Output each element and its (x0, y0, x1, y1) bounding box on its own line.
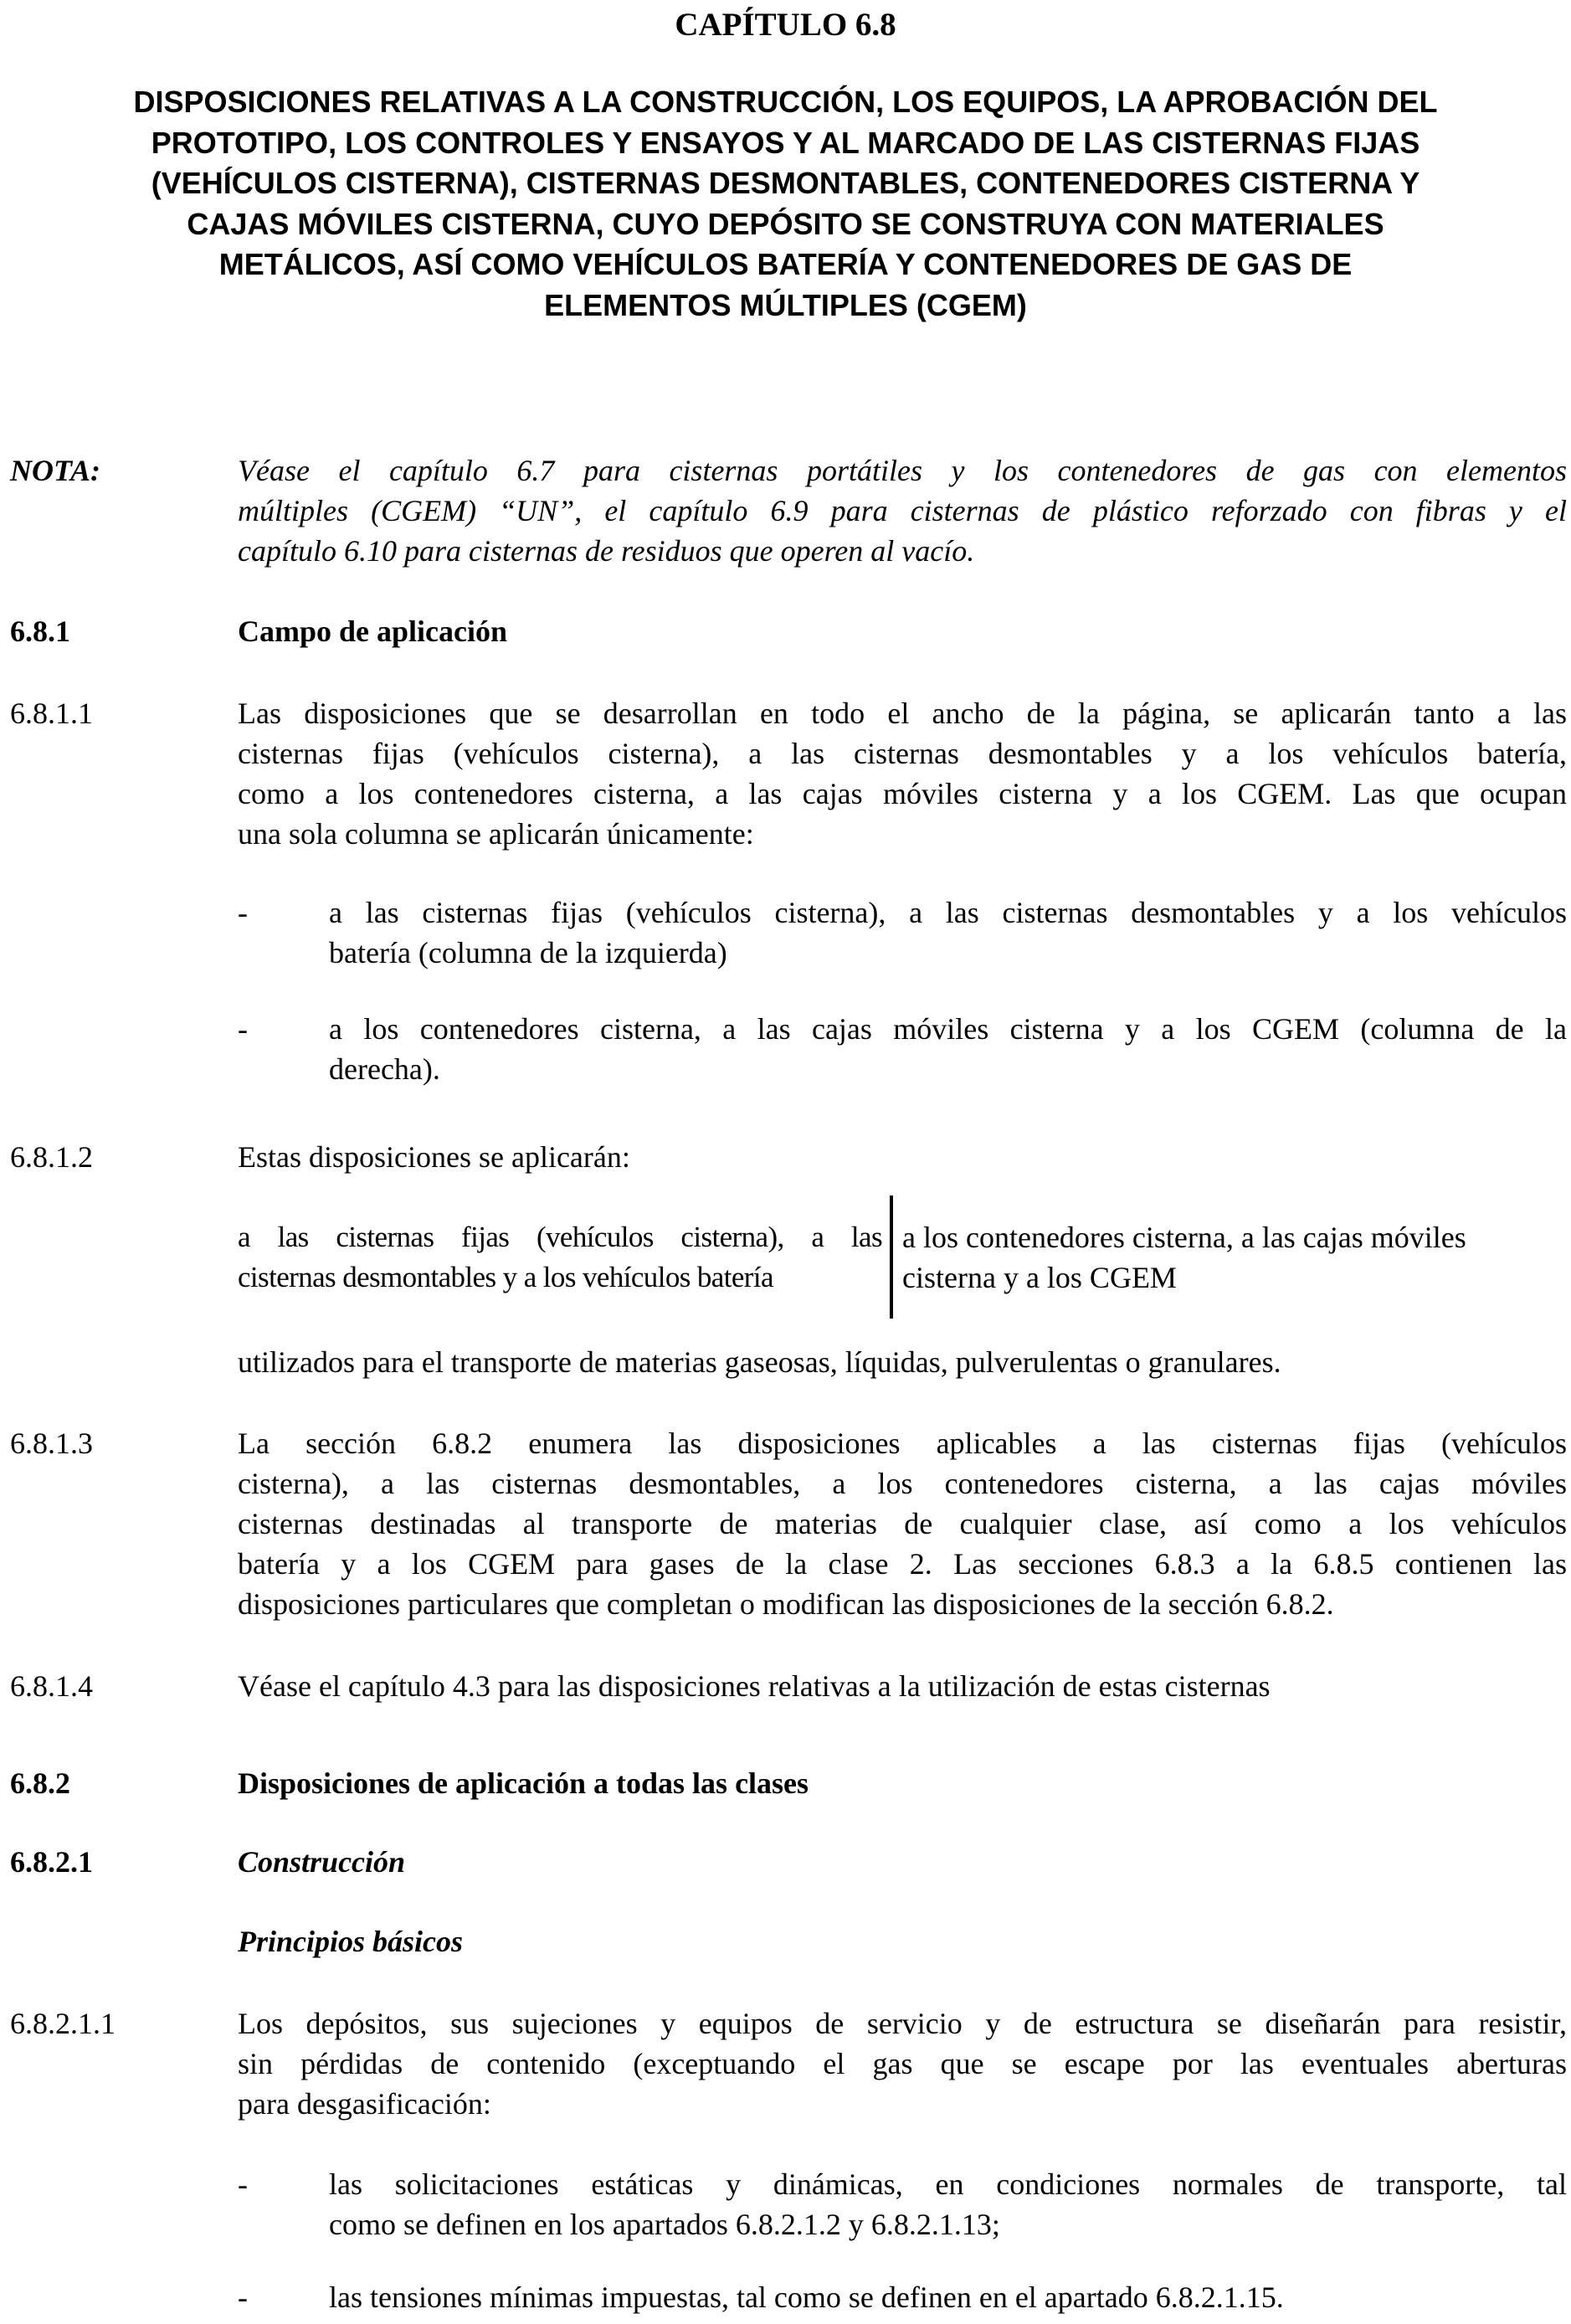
column-divider (890, 1195, 893, 1319)
subsection-number: 6.8.2.1 (10, 1845, 93, 1879)
chapter-title (0, 82, 1571, 326)
paragraph-line: cisternas destinadas al transporte de materias de cualquier clase, así como a los vehículos (238, 1507, 1567, 1540)
list-item (329, 2277, 1567, 2317)
left-column-line: cisternas desmontables y a los vehículos batería (238, 1261, 773, 1293)
list-dash: - (238, 1012, 248, 1046)
list-item-line: batería (columna de la izquierda) (329, 936, 727, 969)
note-line: capítulo 6.10 para cisternas de residuos que operen al vacío. (238, 534, 975, 568)
list-item-line: como se definen en los apartados 6.8.2.1.2 y 6.8.2.1.13; (329, 2208, 1000, 2241)
paragraph-text (238, 2003, 1567, 2124)
chapter-title-line: CAJAS MÓVILES CISTERNA, CUYO DEPÓSITO SE CONSTRUYA CON MATERIALES (187, 206, 1384, 241)
list-item-line: las solicitaciones estáticas y dinámicas, en condiciones normales de transporte, tal (329, 2167, 1567, 2201)
paragraph-line: Los depósitos, sus sujeciones y equipos de servicio y de estructura se diseñarán para resistir, (238, 2007, 1567, 2040)
chapter-title-line: PROTOTIPO, LOS CONTROLES Y ENSAYOS Y AL MARCADO DE LAS CISTERNAS FIJAS (151, 125, 1420, 160)
paragraph-intro: Estas disposiciones se aplicarán: (238, 1140, 630, 1174)
section-number: 6.8.2 (10, 1766, 70, 1800)
list-item-line: a las cisternas fijas (vehículos cisterna), a las cisternas desmontables y a los vehículos (329, 896, 1567, 929)
paragraph-line: sin pérdidas de contenido (exceptuando el gas que se escape por las eventuales aberturas (238, 2047, 1567, 2080)
list-item (329, 892, 1567, 973)
paragraph-line: batería y a los CGEM para gases de la clase 2. Las secciones 6.8.3 a la 6.8.5 contienen las (238, 1547, 1567, 1581)
paragraph-line: disposiciones particulares que completan o modifican las disposiciones de la sección 6.8.2. (238, 1587, 1334, 1621)
paragraph-text (238, 1423, 1567, 1624)
list-item (329, 1009, 1567, 1089)
paragraph-text (238, 693, 1567, 854)
right-column-scope (902, 1217, 1571, 1298)
paragraph-line: una sola columna se aplicarán únicamente: (238, 817, 754, 851)
paragraph-line: cisterna), a las cisternas desmontables, a los contenedores cisterna, a las cajas móviles (238, 1467, 1567, 1500)
note-label: NOTA: (10, 454, 100, 487)
paragraph-line: como a los contenedores cisterna, a las cajas móviles cisterna y a los CGEM. Las que ocupan (238, 777, 1567, 810)
chapter-title-line: DISPOSICIONES RELATIVAS A LA CONSTRUCCIÓN, LOS EQUIPOS, LA APROBACIÓN DEL (133, 85, 1438, 119)
chapter-title-line: (VEHÍCULOS CISTERNA), CISTERNAS DESMONTABLES, CONTENEDORES CISTERNA Y (151, 166, 1420, 200)
list-item-line: derecha). (329, 1052, 440, 1086)
paragraph-outro: utilizados para el transporte de materias gaseosas, líquidas, pulverulentas o granulares. (238, 1345, 1281, 1379)
list-item-line: las tensiones mínimas impuestas, tal como se definen en el apartado 6.8.2.1.15. (329, 2280, 1284, 2314)
list-dash: - (238, 2280, 248, 2314)
paragraph-number: 6.8.1.4 (10, 1669, 93, 1703)
left-column-line: a las cisternas fijas (vehículos cisterna), a las (238, 1221, 882, 1253)
paragraph-number: 6.8.1.1 (10, 697, 93, 730)
list-item-line: a los contenedores cisterna, a las cajas móviles cisterna y a los CGEM (columna de la (329, 1012, 1567, 1046)
section-number: 6.8.1 (10, 614, 70, 648)
subsection-subheading: Principios básicos (238, 1925, 464, 1958)
chapter-title-line: ELEMENTOS MÚLTIPLES (CGEM) (544, 287, 1027, 322)
paragraph-line: La sección 6.8.2 enumera las disposiciones aplicables a las cisternas fijas (vehículos (238, 1427, 1567, 1460)
list-dash: - (238, 2167, 248, 2201)
note-line: múltiples (CGEM) “UN”, el capítulo 6.9 para cisternas de plástico reforzado con fibras y el (238, 494, 1567, 527)
subsection-heading: Construcción (238, 1845, 406, 1879)
section-heading: Campo de aplicación (238, 614, 508, 648)
paragraph-line: para desgasificación: (238, 2087, 491, 2121)
right-column-line: cisterna y a los CGEM (902, 1261, 1177, 1294)
note-line: Véase el capítulo 6.7 para cisternas portátiles y los contenedores de gas con elementos (238, 454, 1567, 487)
paragraph-number: 6.8.1.3 (10, 1427, 93, 1460)
list-item (329, 2164, 1567, 2244)
paragraph-number: 6.8.2.1.1 (10, 2007, 116, 2040)
paragraph-line: Las disposiciones que se desarrollan en todo el ancho de la página, se aplicarán tanto a las (238, 697, 1567, 730)
paragraph-line: cisternas fijas (vehículos cisterna), a las cisternas desmontables y a los vehículos batería, (238, 737, 1567, 770)
chapter-heading: CAPÍTULO 6.8 (675, 7, 896, 43)
paragraph-text: Véase el capítulo 4.3 para las disposiciones relativas a la utilización de estas cisternas (238, 1669, 1271, 1703)
paragraph-number: 6.8.1.2 (10, 1140, 93, 1174)
chapter-title-line: METÁLICOS, ASÍ COMO VEHÍCULOS BATERÍA Y CONTENEDORES DE GAS DE (218, 247, 1353, 281)
note-text (238, 450, 1567, 571)
left-column-scope (238, 1217, 882, 1298)
list-dash: - (238, 896, 248, 929)
section-heading: Disposiciones de aplicación a todas las clases (238, 1766, 809, 1800)
right-column-line: a los contenedores cisterna, a las cajas móviles (902, 1221, 1466, 1254)
